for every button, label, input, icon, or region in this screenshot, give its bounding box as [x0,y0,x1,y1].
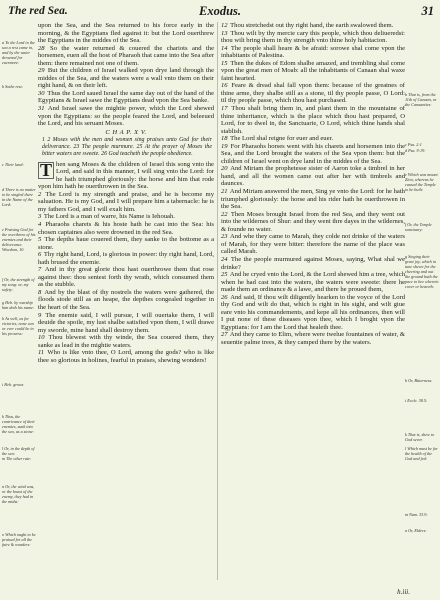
running-head-left: The red Sea. [8,5,68,17]
right-text-column [221,22,405,580]
verse [38,45,214,68]
verse-text: And Miriam the prophetesse sister of Aaron toke a timbrel in her hand, and all the women came out after her with timbrels and daunces. [221,165,405,188]
margin-note: b Sothe rest: [2,84,24,89]
left-margin-notes [2,22,36,580]
verse-number: 18 [221,135,228,143]
verse-text: The Lord shal reigne for euer and euer. [230,135,334,143]
verse-text: The the people murmured against Moses, saying, What shal we drinke? [221,255,405,271]
verse-text: Thy right hand, Lord, is glorious in power: thy right hand, Lord, hath brused the enemie. [38,251,214,266]
verse-number: 17 [221,105,228,113]
verse-number: 11 [38,349,45,357]
verse-text: The depths haue couered them, they sanke to the bottome as a stone. [38,236,215,251]
verse-text: hen sang Moses & the children of Israel this song vnto the Lord, and said in this manner, I will sing vnto the Lord: for he hath triumphed gloriously: the horse and him that rode vpon him hath he ouerthrowen in the Sea. [38,160,214,191]
verse [38,349,214,364]
verse-text: Pharaohs charets & his hoste hath he cast into the Sea: his chosen captaines also were drowned in the red Sea. [38,220,214,236]
verse-number: 7 [38,266,42,274]
verse [221,60,405,83]
verse-text: upon the Sea, and the Sea returned to his force early in the morning, & the Egyptians fled against it: but the Lord ouerthrew the Egyptians in the middes of the Sea. [38,22,214,45]
margin-note: d Psa. 9:19: [405,148,426,153]
verse-text: Thou shalt bring them in, and plant them in the mountaine of thine inheritance, which is the place which thou hast prepared, O Lord, for to dwel in, the Sanctuarie, O Lord, which thine hands shal stablish. [221,105,405,135]
verse-number: 29 [38,67,45,75]
running-head-book: Exodus. [198,4,242,18]
verse-number: 28 [38,44,45,52]
margin-note: l Or, in the depth of the sea: [2,446,35,456]
page-header [0,0,440,22]
verse-text: The people shall heare & be afraid: sorowe shal come vpon the inhabitants of Palestina. [221,44,405,60]
verse-text: The Lord is a man of warre, his Name is Iehouah. [43,213,175,221]
margin-note: m The other rate: [2,456,32,461]
verse-text: Then Moses brought Israel from the red Sea, and they went out into the wildernes of Shur: and they went thre dayes in the wildernes, & founde no water. [221,210,405,233]
verse-text: The Lord is my strength and praise, and he is become my saluation. He is my God, and I will prepare him a tabernacle: he is my fathers God, and I will exalt him. [38,190,214,213]
verse-number: 14 [221,44,228,52]
verse-number: 20 [221,165,228,173]
verse [38,191,214,214]
margin-note: m Num. 33.9: [405,512,428,517]
verse-text: And in thy great glorie thou hast ouerthrowe them that rose against thee: thou sentest forth thy wrath, which consumed them as the stubble. [38,266,214,289]
verse-text: But the children of Israel walked vpon drye land through the middes of the Sea, and the waters were a wall vnto them on their right hand, & on their left. [38,67,214,90]
verse-number: 4 [38,220,42,228]
margin-note: h As well, as for victories, none can or ever could be in his prowess: [2,316,34,336]
margin-note: k That is, shew to God sever. [405,432,435,442]
verse-number: 19 [221,142,228,150]
verse-number: 27 [221,331,228,339]
margin-note: d There is no matter to be singled there in the Name of the Lord: [2,187,36,207]
verse-text: Thou blewest with thy winde, the Sea couered them, they sanke as lead in the mightie waters. [38,334,214,349]
verse-text: And said, If thou wilt diligently hearken to the voyce of the Lord thy God and wilt do that, which is right in his sight, and wilt giue eare vnto his commandements, and kepe all his ordinances, then will I put none of these diseases vpon thee, which I broght vpon the Egyptians: for I am the Lord that healeth thee. [221,293,405,331]
left-text-column [38,22,214,580]
margin-note: e Praising God for the overthrow of his enemies and their deliverance. Wisedom, 10. [2,227,36,252]
verse-number: 13 [221,29,228,37]
verse [221,294,405,332]
verse-text: Feare & dread shal fall vpon them: because of the greatnes of thine arme, they shalbe still as a stone, til thy people passe, O Lord: til thy people passe, which thou hast purchased. [221,82,405,105]
drop-cap: T [40,159,53,180]
verse [38,161,214,191]
verse-number: 15 [221,59,228,67]
verse-text: And he cryed vnto the Lord, & the Lord shewed him a tree, which when he had cast into the waters, the waters were sweete: there he made them an ordinance & a lawe, and there he proued them, [221,271,405,294]
verse-number: 8 [38,288,42,296]
verse [221,331,405,346]
verse [221,22,405,30]
verse-number: 5 [38,236,42,244]
verse-number: 24 [221,255,228,263]
margin-note: n Or, the wind was, or the boast of the enemy, they had in the midst: [2,484,35,504]
verse-text: So the water returned & couered the chariots and the horsemen, euen all the host of Pharaoh that came into the Sea after them: there remained not one of them. [38,44,214,67]
margin-note: h Or, Bitterness: [405,378,433,383]
verse [221,30,405,45]
verse-text: The enemie said, I will pursue, I will ouertake them, I will deuide the spoile, my lust shalbe satisfied vpon them, I will drawe my sworde, mine hand shall destroy them. [38,311,215,334]
verse [221,143,405,166]
page-number: 31 [421,4,434,18]
margin-note: o Which ought to be praised for all the faire & wonders: [2,532,36,547]
verse [38,213,214,221]
verse-text: And they came to Elim, where were twelue fountaines of water, & seuentie palme trees, & they camped there by the waters. [221,331,405,346]
margin-note: k Thus, the contrivance of their enemies, sunk into the sea, as a stone: [2,414,36,434]
verse [38,221,214,236]
verse-number: 26 [221,293,228,301]
verse [38,90,214,105]
margin-note: i Heb. grows [2,382,24,387]
margin-note: f Or, the Temple sanctuary: [405,222,432,232]
margin-note: f Or, the strength of my song: or, my safety: [2,277,35,292]
margin-note: e Which was mount Zion, whereas he caused the Temple to be built: [405,172,438,192]
verse-number: 31 [38,105,45,113]
verse-number: 23 [221,233,228,241]
verse-number: 3 [38,213,42,221]
catchword: h.iii. [397,588,410,596]
margin-note: g Heb. by warship him doth his name: [2,300,35,310]
verse [38,236,214,251]
verse-text: And whe they came to Marah, they colde not drinke of the waters of Marah, for they were bitter: therefore the name of the place was called Marah. [221,233,405,256]
verse-text: Thou wilt by thy mercie cary this people, which thou deliueredst: thou wilt bring them in thy strength vnto thine holy habitacion. [221,29,405,45]
verse [38,312,214,335]
verse-text: For Pharaohs horses went with his charets and horsemen into the Sea, and the Lord brought the waters of the Sea vpon them: but the children of Israel went on drye land in the middes of the Sea. [221,142,405,165]
verse-text: Thus the Lord saued Israel the same day out of the hand of the Egyptians & Israel sawe the Egyptians dead vpon the Sea banke. [38,89,215,105]
verse [221,165,405,188]
verse-text: Thou stretchedst out thy right hand, the earth swalowed them. [230,22,394,29]
verse-number: 22 [221,210,228,218]
verse [38,67,214,90]
verse [38,266,214,289]
verse-text: Who is like vnto thee, O Lord, among the gods? who is like thee so glorious in holines, fearful in praises, shewing wonders! [38,349,214,364]
margin-note: c Psa. 2:1 [405,142,422,147]
verse-number: 6 [38,251,42,259]
verse [221,256,405,271]
margin-note: b That is, from the 11th of Canaan, or the Canaanites: [405,92,437,107]
verse-number: 2 [38,190,42,198]
margin-note: n Or, Elders: [405,528,427,533]
verse-number: 25 [221,271,228,279]
verse [38,105,214,128]
verse [221,82,405,105]
verse-text: And by the blast of thy nostrels the waters were gathered, the floods stode still as an heape, the depthes congealed together in the heart of the Sea. [38,288,214,311]
verse-text: Then the dukes of Edom shalbe amazed, and trembling shal come vpon the great men of Moab: all the inhabitants of Canaan shal waxe faint hearted. [221,59,405,82]
verse [38,22,214,45]
verse-number: 9 [38,311,42,319]
chapter-summary: 1 2 Moses with the men and women sing praises unto God for their deliverance. 23 The people murmure. 25 At the prayer of Moses the bitter waters are sweete. 26 God teacheth the people obedience. [42,137,212,157]
verse [38,251,214,266]
verse-number: 16 [221,82,228,90]
verse [221,188,405,211]
verse [221,105,405,135]
margin-note: g Singing their great joy, which in tune shewe for the cheering and out the ground hath the pace to bee wherein cover or heareth: [405,254,439,289]
verse-text: And Miriam answered the men, Sing ye vnto the Lord: for he hath triumphed gloriously: the horse and his rider hath he ouerthrowen in the Sea. [221,188,405,211]
margin-note: l Which must be for the health of the God and fed: [405,446,438,461]
verse [38,334,214,349]
verse [221,271,405,294]
verse-number: 21 [221,188,228,196]
verse [221,135,405,143]
column-divider [217,22,218,580]
margin-note: a To the Lord in the sea a rest came in, and by the water drowned for euermore: [2,40,35,65]
verse-text: And Israel sawe the mightie power, which the Lord shewed vpon the Egyptians: so the people feared the Lord, and beleeued the Lord, and his seruant Moses. [38,105,214,128]
margin-note: i Eccle. 38.5: [405,398,428,403]
verse-number: 12 [221,22,228,29]
margin-note: c Their land: [2,162,24,167]
right-margin-notes [405,22,439,580]
verse [221,233,405,256]
verse [38,289,214,312]
verse [221,211,405,234]
chapter-heading: C H A P. X V. [105,128,147,136]
verse-number: 10 [38,334,45,342]
verse-number: 30 [38,89,45,97]
verse [221,45,405,60]
